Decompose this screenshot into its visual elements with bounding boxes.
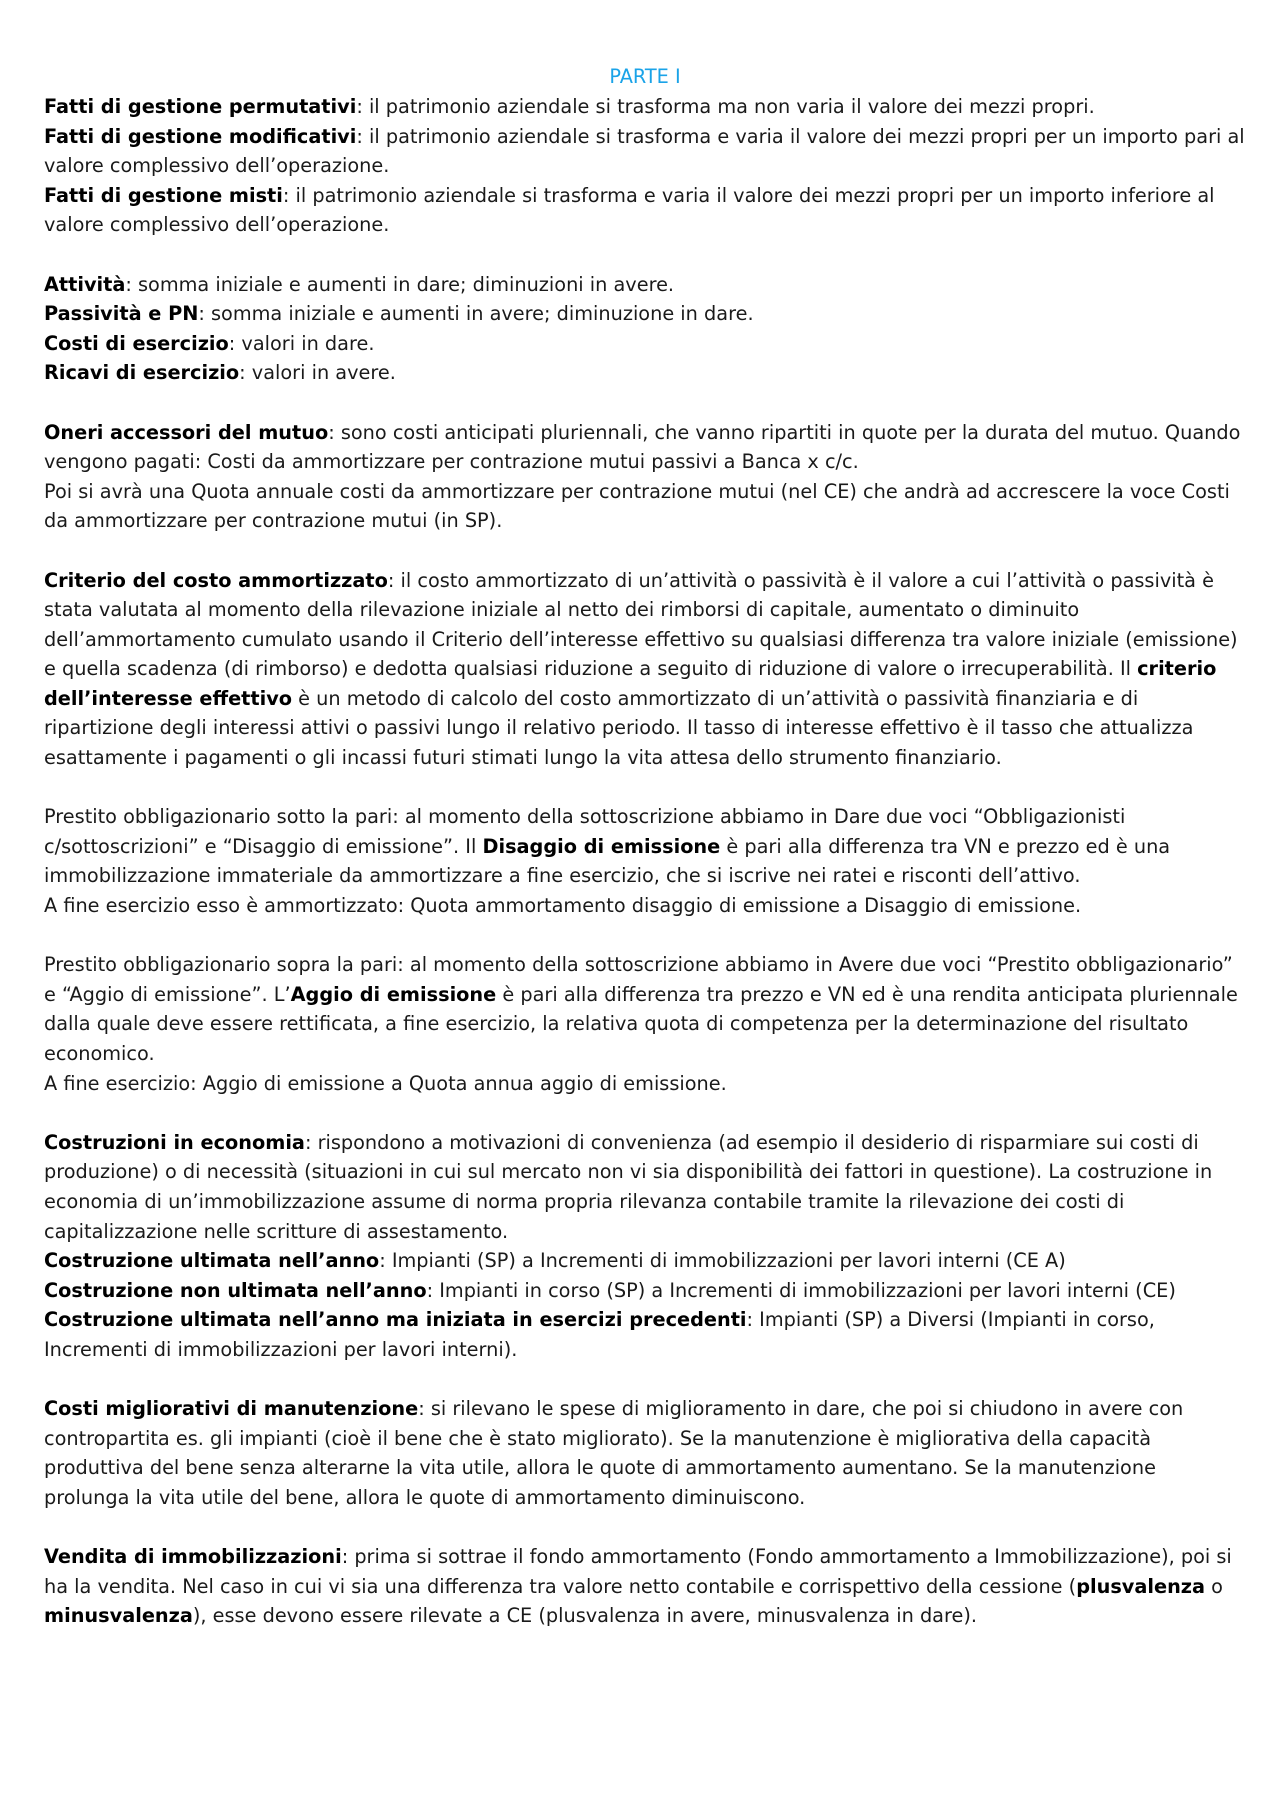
definition: : il costo ammortizzato di un’attività o passività è il valore a cui l’attività o passività è stata valutata al momento della rilevazione iniziale al netto dei rimborsi di capitale, aumentato o diminuito dell’ammortamento cumulato usando il Criterio dell’interesse effettivo su qualsiasi differenza tra valore iniziale (emissione) e quella scadenza (di rimborso) e dedotta qualsiasi riduzione a seguito di riduzione di valore o irrecuperabilità. Il bbox=[44, 568, 1238, 681]
definition: : rispondono a motivazioni di convenienza (ad esempio il desiderio di risparmiare sui costi di produzione) o di necessità (situazioni in cui sul mercato non vi sia disponibilità dei fattori in questione). La costruzione in economia di un’immobilizzazione assume di norma propria rilevanza contabile tramite la rilevazione dei costi di capitalizzazione nelle scritture di assestamento. bbox=[44, 1130, 1213, 1243]
term: Costi di esercizio bbox=[44, 331, 229, 355]
term: Passività e PN bbox=[44, 302, 199, 326]
paragraph bbox=[44, 566, 1246, 773]
paragraph bbox=[44, 950, 1246, 1068]
text: Prestito obbligazionario sopra la pari: al momento della sottoscrizione abbiamo in Avere due voci “Prestito obbligazionario” e “Aggio di emissione”. L’ bbox=[44, 953, 1233, 1006]
definition: : Impianti in corso (SP) a Incrementi di immobilizzazioni per lavori interni (CE) bbox=[426, 1278, 1176, 1302]
paragraph bbox=[44, 418, 1246, 477]
section-conti bbox=[44, 270, 1246, 388]
text: o bbox=[1205, 1574, 1223, 1598]
definition: : il patrimonio aziendale si trasforma e varia il valore dei mezzi propri per un importo pari al valore complessivo dell’operazione. bbox=[44, 124, 1245, 178]
term: Criterio del costo ammortizzato bbox=[44, 568, 388, 592]
text: è pari alla differenza tra VN e prezzo ed è una immobilizzazione immateriale da ammortizzare a fine esercizio, che si iscrive nei ratei e risconti dell’attivo. bbox=[44, 834, 1171, 888]
paragraph bbox=[44, 122, 1246, 181]
paragraph bbox=[44, 299, 1246, 329]
paragraph: Poi si avrà una Quota annuale costi da ammortizzare per contrazione mutui (nel CE) che andrà ad accrescere la voce Costi da ammortizzare per contrazione mutui (in SP). bbox=[44, 479, 1230, 533]
text: è pari alla differenza tra prezzo e VN ed è una rendita anticipata pluriennale dalla quale deve essere rettificata, a fine esercizio, la relativa quota di competenza per la determinazione del risultato economico. bbox=[44, 982, 1238, 1065]
paragraph bbox=[44, 329, 1246, 359]
term: minusvalenza bbox=[44, 1604, 193, 1628]
definition: : sono costi anticipati pluriennali, che vanno ripartiti in quote per la durata del mutuo. Quando vengono pagati: Costi da ammortizzare per contrazione mutui passivi a Banca x c/c. bbox=[44, 420, 1241, 474]
paragraph: A fine esercizio: Aggio di emissione a Quota annua aggio di emissione. bbox=[44, 1071, 727, 1095]
definition: : somma iniziale e aumenti in avere; diminuzione in dare. bbox=[198, 302, 754, 326]
section-sotto-la-pari bbox=[44, 802, 1246, 920]
text: ), esse devono essere rilevate a CE (plusvalenza in avere, minusvalenza in dare). bbox=[192, 1604, 978, 1628]
paragraph bbox=[44, 1128, 1246, 1246]
definition: è un metodo di calcolo del costo ammortizzato di un’attività o passività finanziaria e di ripartizione degli interessi attivi o passivi lungo il relativo periodo. Il tasso di interesse effettivo è il tasso che attualizza esattamente i pagamenti o gli incassi futuri stimati lungo la vita attesa dello strumento finanziario. bbox=[44, 686, 1194, 770]
term: Costruzione ultimata nell’anno bbox=[44, 1249, 380, 1273]
definition: : valori in avere. bbox=[239, 361, 396, 385]
term: Attività bbox=[44, 272, 126, 296]
term: Aggio di emissione bbox=[290, 982, 497, 1006]
definition: : valori in dare. bbox=[228, 331, 375, 355]
definition: : il patrimonio aziendale si trasforma ma non varia il valore dei mezzi propri. bbox=[356, 95, 1095, 118]
term: Ricavi di esercizio bbox=[44, 361, 240, 385]
paragraph: A fine esercizio esso è ammortizzato: Quota ammortamento disaggio di emissione a Disaggio di emissione. bbox=[44, 894, 1082, 918]
term: Costruzioni in economia bbox=[44, 1130, 305, 1154]
term: Costruzione ultimata nell’anno ma iniziata in esercizi precedenti bbox=[44, 1308, 747, 1332]
definition: : si rilevano le spese di miglioramento in dare, che poi si chiudono in avere con contropartita es. gli impianti (cioè il bene che è stato migliorato). Se la manutenzione è migliorativa della capacità produttiva del bene senza alterarne la vita utile, allora le quote di ammortamento aumentano. Se la manutenzione prolunga la vita utile del bene, allora le quote di ammortamento diminuiscono. bbox=[44, 1397, 1184, 1509]
section-vendita-immobilizzazioni bbox=[44, 1542, 1246, 1631]
term: Fatti di gestione modificativi bbox=[44, 124, 357, 148]
paragraph bbox=[44, 358, 1246, 388]
section-sopra-la-pari bbox=[44, 950, 1246, 1098]
definition: : il patrimonio aziendale si trasforma e varia il valore dei mezzi propri per un importo inferiore al valore complessivo dell’operazione. bbox=[44, 183, 1215, 237]
term: Fatti di gestione permutativi bbox=[44, 95, 357, 118]
term: Disaggio di emissione bbox=[482, 834, 721, 858]
paragraph bbox=[44, 1305, 1246, 1364]
definition: : Impianti (SP) a Diversi (Impianti in corso, Incrementi di immobilizzazioni per lavori interni). bbox=[44, 1308, 1155, 1361]
paragraph bbox=[44, 270, 1246, 300]
term: criterio dell’interesse effettivo bbox=[44, 657, 1217, 710]
section-costo-ammortizzato bbox=[44, 566, 1246, 773]
term: Costruzione non ultimata nell’anno bbox=[44, 1278, 427, 1302]
term: Fatti di gestione misti bbox=[44, 183, 283, 207]
paragraph bbox=[44, 802, 1246, 891]
paragraph bbox=[44, 1246, 1246, 1276]
paragraph bbox=[44, 1276, 1246, 1306]
term: Costi migliorativi di manutenzione bbox=[44, 1397, 419, 1421]
page-title: PARTE I bbox=[609, 65, 681, 88]
paragraph bbox=[44, 92, 1246, 122]
paragraph bbox=[44, 181, 1246, 240]
paragraph bbox=[44, 1542, 1246, 1631]
section-oneri-mutuo bbox=[44, 418, 1246, 536]
term: Vendita di immobilizzazioni bbox=[44, 1545, 342, 1569]
definition: : Impianti (SP) a Incrementi di immobilizzazioni per lavori interni (CE A) bbox=[379, 1249, 1066, 1273]
text: Prestito obbligazionario sotto la pari: al momento della sottoscrizione abbiamo in Dare due voci “Obbligazionisti c/sottoscrizioni” e “Disaggio di emissione”. Il bbox=[44, 805, 1126, 858]
section-costi-migliorativi bbox=[44, 1394, 1246, 1512]
section-fatti-di-gestione bbox=[44, 92, 1246, 240]
definition: : prima si sottrae il fondo ammortamento (Fondo ammortamento a Immobilizzazione), poi si ha la vendita. Nel caso in cui vi sia una differenza tra valore netto contabile e corrispettivo della cessione ( bbox=[44, 1545, 1232, 1598]
section-costruzioni-in-economia bbox=[44, 1128, 1246, 1365]
paragraph bbox=[44, 1394, 1246, 1512]
term: plusvalenza bbox=[1076, 1574, 1206, 1598]
term: Oneri accessori del mutuo bbox=[44, 420, 329, 444]
definition: : somma iniziale e aumenti in dare; diminuzioni in avere. bbox=[125, 272, 675, 296]
